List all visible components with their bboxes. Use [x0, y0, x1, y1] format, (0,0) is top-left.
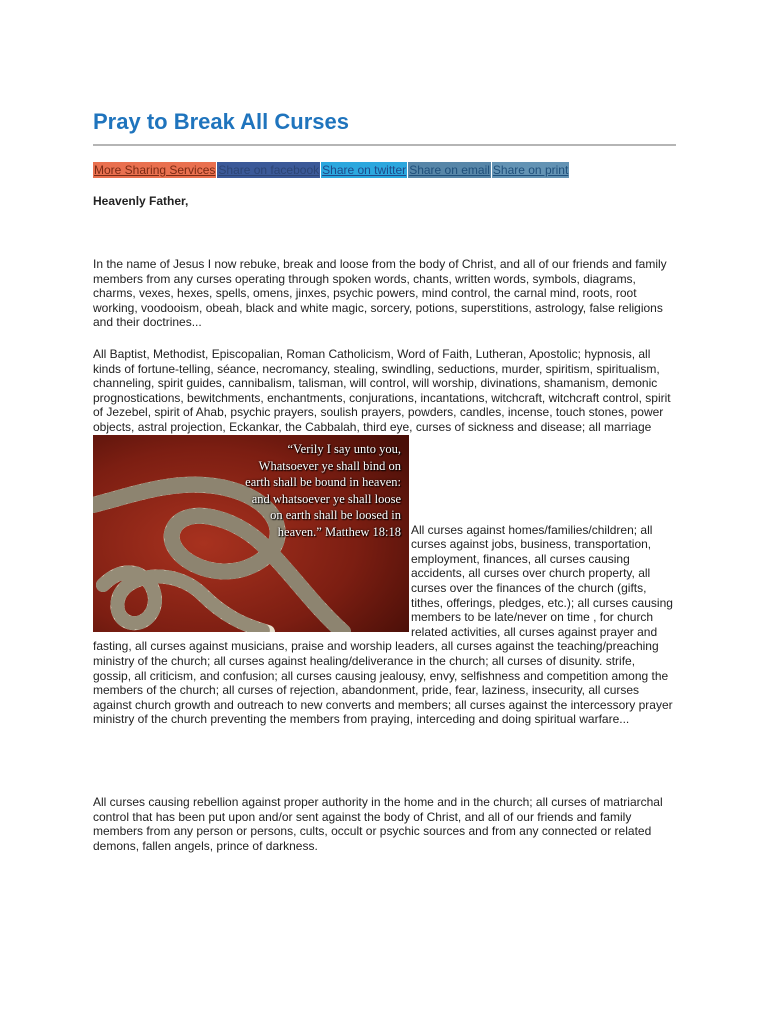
paragraph-2: All Baptist, Methodist, Episcopalian, Roman Catholicism, Word of Faith, Lutheran, Apostolic; hypnosis, all kinds of fortune-telling, séance, necromancy, stealing, swindling, seductions, murder, spiritism, spiritualism, channeling, spirit guides, cannibalism, talisman, will control, will worship, divinations, shamanism, demonic prognostications, bewitchments, enchantments, conjurations, incantations, witchcraft, witchcraft control, spirit of Jezebel, spirit of Ahab, psychic prayers, soulish prayers, powders, candles, incense, touch stones, power objects, astral projection, Eckankar, the Cabbalah, third eye, curses of sickness and disease; all marriage — [93, 347, 671, 434]
share-facebook-link[interactable]: Share on facebook — [218, 163, 320, 177]
share-twitter-link[interactable]: Share on twitter — [322, 163, 407, 177]
more-sharing-services-link[interactable]: More Sharing Services — [94, 163, 216, 177]
share-toolbar — [93, 162, 570, 178]
paragraph-3-block — [93, 435, 676, 727]
page-title: Pray to Break All Curses — [93, 109, 349, 134]
title-divider — [93, 144, 676, 146]
paragraph-1: In the name of Jesus I now rebuke, break and loose from the body of Christ, and all of our friends and family members from any curses operating through spoken words, chants, written words, symbols, diagrams, charms, vexes, hexes, spells, omens, jinxes, psychic powers, mind control, the carnal mind, roots, root working, voodooism, obeah, black and white magic, sorcery, potions, superstitions, astrology, false religions and their doctrines... — [93, 257, 667, 330]
paragraph-4: All curses causing rebellion against proper authority in the home and in the church; all curses of matriarchal control that has been put upon and/or sent against the body of Christ, and all of our friends and family members from any person or persons, cults, occult or psychic sources and from any connected or related demons, fallen angels, prince of darkness. — [93, 795, 663, 853]
scripture-quote: “Verily I say unto you, Whatsoever ye shall bind on earth shall be bound in heaven: and whatsoever ye shall loose on earth shall be loosed in heaven.” Matthew 18:18 — [245, 442, 401, 539]
paragraph-3-text: All curses against homes/families/children; all curses against jobs, business, transportation, employment, finances, all curses causing accidents, all curses over church property, all curses over the finances of the church (gifts, tithes, offerings, pledges, etc.); all curses causing members to be late/never on time , for church related activities, all curses against prayer and fasting, all curses against musicians, praise and worship leaders, all curses against the teaching/preaching ministry of the church; all curses against healing/deliverance in the church; all curses of disunity. strife, gossip, all criticism, and confusion; all curses causing jealousy, envy, selfishness and competition among the members of the church; all curses of rejection, abandonment, pride, fear, laziness, insecurity, all curses against church growth and outreach to new converts and members; all curses against the intercessory prayer ministry of the church preventing the members from praying, interceding and doing spiritual warfare... — [93, 522, 673, 727]
greeting: Heavenly Father, — [93, 194, 189, 208]
share-email-link[interactable]: Share on email — [409, 163, 490, 177]
share-print-link[interactable]: Share on print — [492, 163, 569, 177]
rope-knot-image — [93, 435, 409, 632]
